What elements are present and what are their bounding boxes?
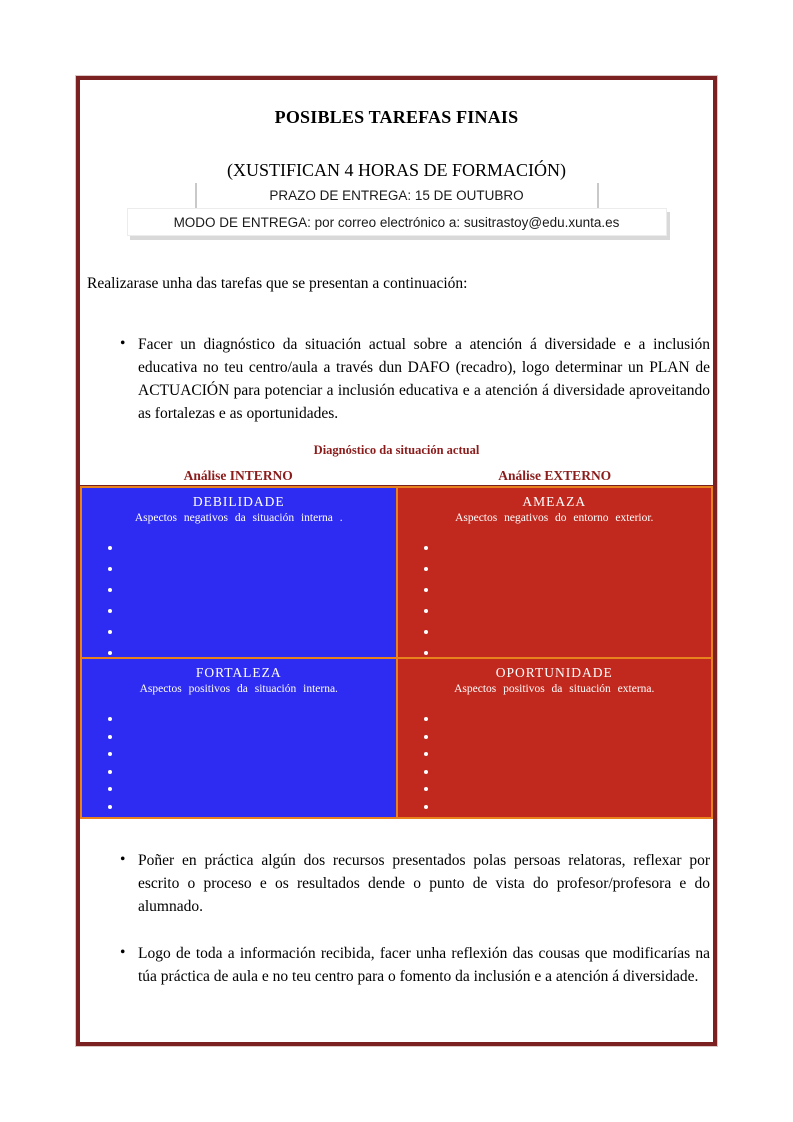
task-text: Logo de toda a información recibida, facer unha reflexión das cousas que modificarías na túa práctica de aula e no teu centro para o fomento da inclusión e a atención á diversidade. — [138, 945, 710, 985]
task-text: Poñer en práctica algún dos recursos presentados polas persoas relatoras, reflexar por escrito o proceso e os resultados dende o punto de vista do profesor/profesora e do alumnado. — [138, 852, 710, 915]
bullet-icon: • — [120, 335, 126, 352]
cell-title: AMEAZA — [522, 494, 587, 509]
empty-bullet-item — [108, 625, 396, 646]
cell-title: DEBILIDADE — [192, 494, 285, 509]
empty-bullet-item — [424, 583, 712, 604]
empty-bullet-item — [108, 747, 396, 765]
empty-bullet-item — [108, 604, 396, 625]
cell-subtitle: Aspectos positivos da situación interna. — [139, 683, 338, 695]
intro-paragraph: Realizarase unha das tarefas que se presentan a continuación: — [87, 275, 468, 292]
delivery-mode-box — [127, 208, 667, 236]
empty-bullet-item — [424, 782, 712, 800]
column-header-interno: Análise INTERNO — [183, 468, 293, 483]
empty-bullet-list — [108, 712, 396, 817]
empty-bullet-item — [424, 541, 712, 562]
column-header-externo: Análise EXTERNO — [498, 468, 612, 483]
dafo-cell-debilidade — [82, 488, 396, 657]
empty-bullet-item — [424, 765, 712, 783]
empty-bullet-item — [424, 625, 712, 646]
empty-bullet-item — [108, 765, 396, 783]
dafo-column-headers — [80, 468, 713, 484]
delivery-mode-text: MODO DE ENTREGA: por correo electrónico a: susitrastoy@edu.xunta.es — [173, 214, 620, 230]
deadline-text: PRAZO DE ENTREGA: 15 DE OUTUBRO — [269, 188, 524, 203]
empty-bullet-item — [108, 583, 396, 604]
page-title: POSIBLES TAREFAS FINAIS — [274, 107, 519, 127]
empty-bullet-list — [108, 541, 396, 667]
empty-bullet-list — [424, 712, 712, 817]
empty-bullet-item — [108, 730, 396, 748]
empty-bullet-item — [108, 541, 396, 562]
dafo-cell-fortaleza — [82, 659, 396, 817]
empty-bullet-item — [424, 800, 712, 818]
cell-subtitle: Aspectos positivos da situación externa. — [454, 683, 655, 695]
cell-title: FORTALEZA — [195, 665, 282, 680]
bullet-icon: • — [120, 944, 126, 961]
dafo-cell-ameaza — [398, 488, 712, 657]
cell-subtitle: Aspectos negativos do entorno exterior. — [455, 512, 654, 524]
empty-bullet-item — [108, 562, 396, 583]
empty-bullet-item — [424, 562, 712, 583]
dafo-cell-oportunidade — [398, 659, 712, 817]
cell-title: OPORTUNIDADE — [495, 665, 613, 680]
page-subtitle: (XUSTIFICAN 4 HORAS DE FORMACIÓN) — [226, 160, 567, 180]
deadline-box — [195, 183, 599, 208]
dafo-table — [80, 486, 713, 819]
empty-bullet-item — [424, 712, 712, 730]
dafo-caption: Diagnóstico da situación actual — [313, 443, 480, 457]
empty-bullet-item — [424, 747, 712, 765]
empty-bullet-item — [108, 782, 396, 800]
empty-bullet-item — [424, 604, 712, 625]
task-item-recursos — [84, 849, 710, 918]
task-item-dafo — [84, 333, 710, 425]
empty-bullet-item — [108, 712, 396, 730]
empty-bullet-list — [424, 541, 712, 667]
cell-subtitle: Aspectos negativos da situación interna . — [134, 512, 343, 524]
empty-bullet-item — [108, 800, 396, 818]
task-item-reflexion — [84, 942, 710, 988]
task-text: Facer un diagnóstico da situación actual sobre a atención á diversidade e a inclusión educativa no teu centro/aula a través dun DAFO (recadro), logo determinar un PLAN de ACTUACIÓN para potenciar a inclusión educativa e a atención á diversidade aproveitando as fortalezas e as oportunidades. — [138, 336, 710, 422]
document-content-frame — [76, 76, 717, 1046]
empty-bullet-item — [424, 730, 712, 748]
bullet-icon: • — [120, 851, 126, 868]
